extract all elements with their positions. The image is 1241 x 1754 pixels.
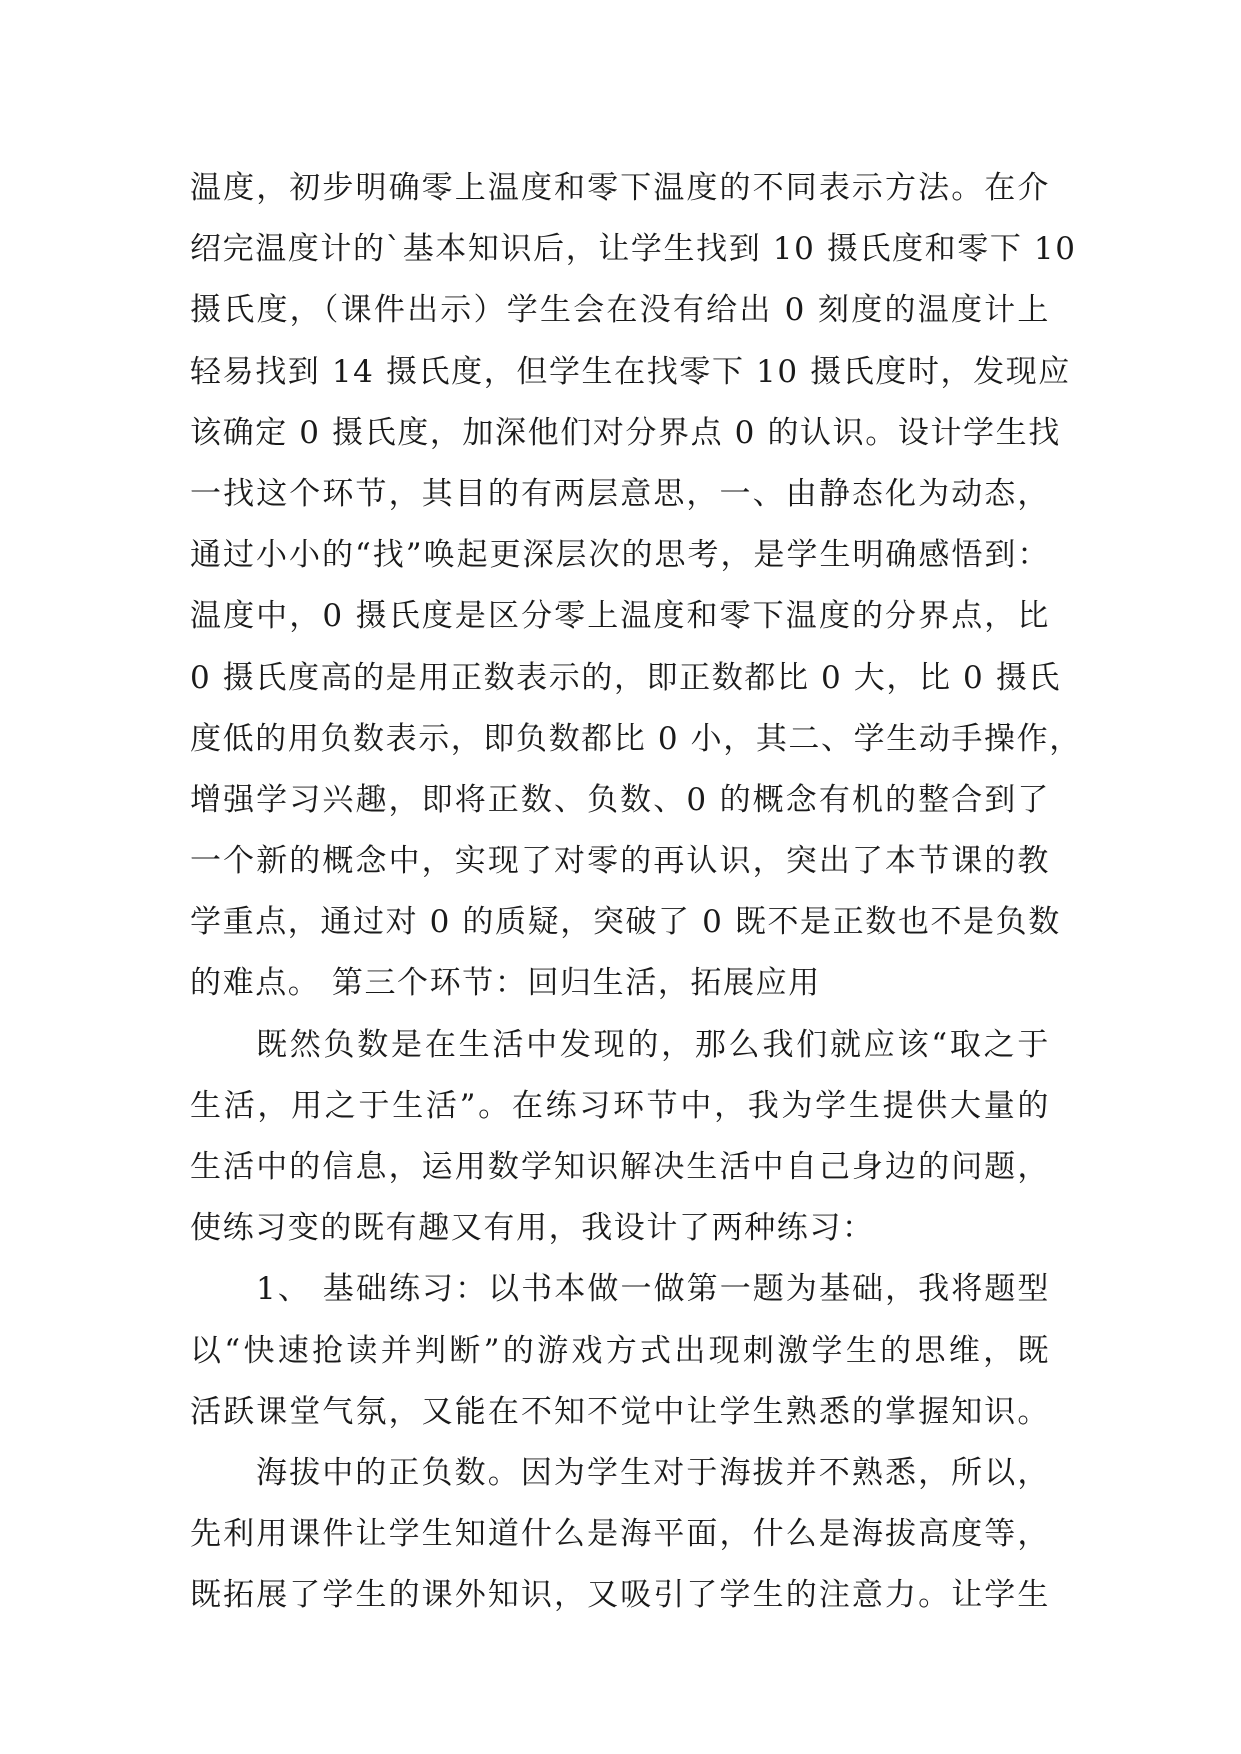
text-line: 增强学习兴趣，即将正数、负数、0 的概念有机的整合到了: [190, 781, 1050, 818]
text-line: 以“快速抢读并判断”的游戏方式出现刺激学生的思维，既: [190, 1332, 1050, 1369]
text-line: 学重点，通过对 0 的质疑，突破了 0 既不是正数也不是负数: [190, 904, 1061, 941]
text-line: 温度中，0 摄氏度是区分零上温度和零下温度的分界点，比: [190, 598, 1050, 635]
text-line: 的难点。 第三个环节：回归生活，拓展应用: [190, 965, 821, 1002]
text-line: 摄氏度，（课件出示）学生会在没有给出 0 刻度的温度计上: [190, 292, 1050, 329]
text-line: 该确定 0 摄氏度，加深他们对分界点 0 的认识。设计学生找: [190, 414, 1061, 451]
list-item-first-line: 1、 基础练习：以书本做一做第一题为基础，我将题型: [256, 1271, 1050, 1308]
text-line: 生活，用之于生活”。在练习环节中，我为学生提供大量的: [190, 1087, 1050, 1124]
text-line: 通过小小的“找”唤起更深层次的思考，是学生明确感悟到：: [190, 537, 1050, 574]
text-line: 温度，初步明确零上温度和零下温度的不同表示方法。在介: [190, 170, 1050, 206]
paragraph-first-line: 既然负数是在生活中发现的，那么我们就应该“取之于: [256, 1026, 1050, 1063]
text-line: 生活中的信息，运用数学知识解决生活中自己身边的问题，: [190, 1149, 1050, 1185]
text-line: 轻易找到 14 摄氏度，但学生在找零下 10 摄氏度时，发现应: [190, 353, 1071, 390]
text-line: 度低的用负数表示，即负数都比 0 小，其二、学生动手操作，: [190, 720, 1082, 757]
text-line: 先利用课件让学生知道什么是海平面，什么是海拔高度等，: [190, 1516, 1050, 1553]
text-line: 一个新的概念中，实现了对零的再认识，突出了本节课的教: [190, 843, 1050, 880]
paragraph-first-line: 海拔中的正负数。因为学生对于海拔并不熟悉，所以，: [256, 1454, 1050, 1491]
text-line: 既拓展了学生的课外知识，又吸引了学生的注意力。让学生: [190, 1577, 1050, 1614]
text-line: 一找这个环节，其目的有两层意思，一、由静态化为动态，: [190, 475, 1050, 512]
text-line: 使练习变的既有趣又有用，我设计了两种练习：: [190, 1210, 875, 1247]
text-line: 活跃课堂气氛，又能在不知不觉中让学生熟悉的掌握知识。: [190, 1393, 1050, 1430]
text-line: 0 摄氏度高的是用正数表示的，即正数都比 0 大，比 0 摄氏: [190, 659, 1062, 696]
body-text: [190, 158, 1082, 1627]
text-line: 绍完温度计的`基本知识后，让学生找到 10 摄氏度和零下 10: [190, 231, 1077, 268]
